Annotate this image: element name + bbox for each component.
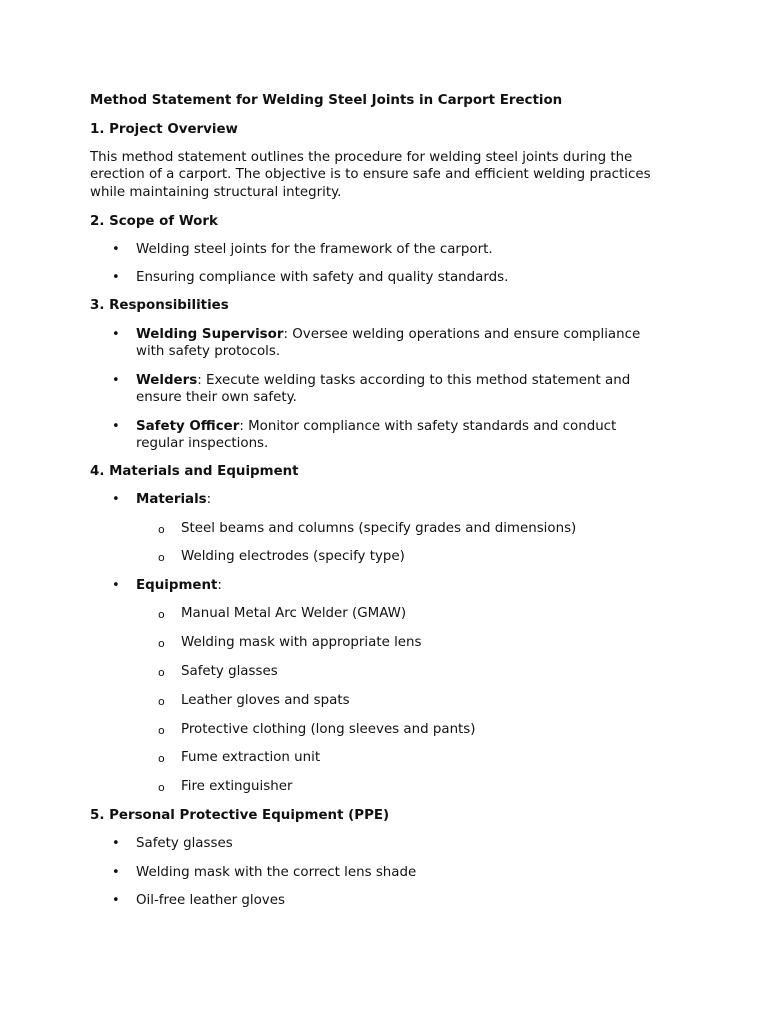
sub-list-item: Safety glasses bbox=[181, 664, 278, 679]
sub-list-item: Leather gloves and spats bbox=[181, 693, 350, 708]
sub-list-item: Fume extraction unit bbox=[181, 750, 321, 765]
sub-bullet-icon: o bbox=[158, 724, 165, 737]
section-heading-responsibilities: 3. Responsibilities bbox=[90, 298, 229, 313]
sub-bullet-icon: o bbox=[158, 637, 165, 650]
list-item: Safety glasses bbox=[136, 836, 233, 851]
bullet-icon: • bbox=[112, 327, 120, 342]
role-name: Welders bbox=[136, 373, 198, 388]
document-title: Method Statement for Welding Steel Joints in Carport Erection bbox=[90, 93, 563, 108]
bullet-icon: • bbox=[112, 578, 120, 593]
paragraph-line: while maintaining structural integrity. bbox=[90, 185, 342, 200]
list-item: Oil-free leather gloves bbox=[136, 893, 285, 908]
list-item: Welding mask with the correct lens shade bbox=[136, 865, 417, 880]
colon: : bbox=[206, 492, 212, 507]
bullet-icon: • bbox=[112, 242, 120, 257]
list-item bbox=[136, 372, 630, 390]
bullet-icon: • bbox=[112, 865, 120, 880]
equipment-label: Equipment bbox=[136, 578, 218, 593]
bullet-icon: • bbox=[112, 270, 120, 285]
sub-bullet-icon: o bbox=[158, 523, 165, 536]
sub-bullet-icon: o bbox=[158, 551, 165, 564]
sub-bullet-icon: o bbox=[158, 666, 165, 679]
list-item bbox=[136, 577, 222, 595]
paragraph-line: erection of a carport. The objective is to ensure safe and efficient welding practices bbox=[90, 167, 651, 182]
sub-list-item: Steel beams and columns (specify grades and dimensions) bbox=[181, 521, 577, 536]
list-item-continuation: regular inspections. bbox=[136, 436, 269, 451]
sub-list-item: Welding mask with appropriate lens bbox=[181, 635, 422, 650]
role-description: : Monitor compliance with safety standards and conduct bbox=[239, 419, 617, 434]
bullet-icon: • bbox=[112, 836, 120, 851]
role-name: Welding Supervisor bbox=[136, 327, 284, 342]
list-item bbox=[136, 418, 616, 436]
materials-label: Materials bbox=[136, 492, 207, 507]
list-item-continuation: with safety protocols. bbox=[136, 344, 281, 359]
sub-bullet-icon: o bbox=[158, 781, 165, 794]
sub-bullet-icon: o bbox=[158, 608, 165, 621]
sub-list-item: Fire extinguisher bbox=[181, 779, 293, 794]
bullet-icon: • bbox=[112, 893, 120, 908]
list-item bbox=[136, 326, 640, 344]
paragraph-line: This method statement outlines the procedure for welding steel joints during the bbox=[90, 150, 633, 165]
sub-bullet-icon: o bbox=[158, 695, 165, 708]
section-heading-materials-equipment: 4. Materials and Equipment bbox=[90, 464, 299, 479]
section-heading-project-overview: 1. Project Overview bbox=[90, 122, 238, 137]
role-name: Safety Officer bbox=[136, 419, 240, 434]
colon: : bbox=[217, 578, 222, 593]
role-description: : Oversee welding operations and ensure compliance bbox=[283, 327, 641, 342]
bullet-icon: • bbox=[112, 373, 120, 388]
section-heading-ppe: 5. Personal Protective Equipment (PPE) bbox=[90, 808, 390, 823]
sub-bullet-icon: o bbox=[158, 752, 165, 765]
section-heading-scope-of-work: 2. Scope of Work bbox=[90, 214, 218, 229]
list-item bbox=[136, 491, 211, 509]
list-item-continuation: ensure their own safety. bbox=[136, 390, 297, 405]
sub-list-item: Welding electrodes (specify type) bbox=[181, 549, 405, 564]
list-item: Welding steel joints for the framework of the carport. bbox=[136, 242, 493, 257]
bullet-icon: • bbox=[112, 419, 120, 434]
list-item: Ensuring compliance with safety and quality standards. bbox=[136, 270, 509, 285]
sub-list-item: Manual Metal Arc Welder (GMAW) bbox=[181, 606, 407, 621]
role-description: : Execute welding tasks according to this method statement and bbox=[197, 373, 631, 388]
sub-list-item: Protective clothing (long sleeves and pants) bbox=[181, 722, 476, 737]
bullet-icon: • bbox=[112, 492, 120, 507]
